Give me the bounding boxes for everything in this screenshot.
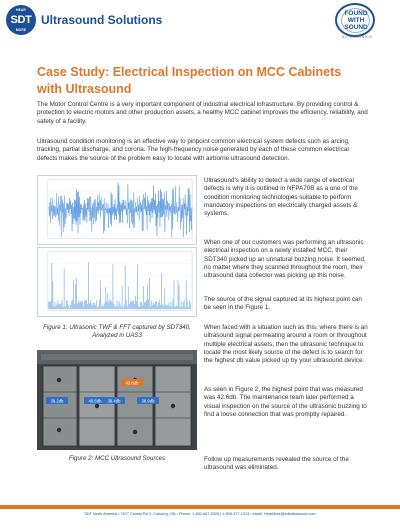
waveform-plot bbox=[38, 176, 196, 244]
svg-text:36.9db: 36.9db bbox=[141, 398, 155, 404]
footer-contact: SDT North America • 7677 County Rd 2, Cobourg, ON • Phone: 1-800-667-5325 | 1-905-377-1313 • email: HearMore@sdtultrasound.com bbox=[84, 512, 316, 516]
photo-db-label-5 bbox=[137, 397, 159, 404]
page-header bbox=[0, 0, 400, 40]
mcc-photo-illustration bbox=[37, 350, 197, 450]
svg-text:38.4db: 38.4db bbox=[107, 398, 121, 404]
figure-1-caption: Figure 1: Ultrasonic TWF & FFT captured by SDT340, Analyzed in UAS3 bbox=[43, 324, 191, 339]
found-logo-line2: WITH bbox=[347, 17, 365, 24]
sdt-logo bbox=[6, 5, 36, 35]
photo-db-label-4 bbox=[103, 397, 125, 404]
logo-top-text: HEAR bbox=[16, 8, 26, 12]
photo-db-label-2 bbox=[121, 379, 143, 386]
result-paragraph: As seen in Figure 2, the highest point that was measured was 42.6db. The maintenance team later performed a visual inspection on the source of the ultrasonic buzzing to find a loose connection that was promptly repaired. bbox=[204, 386, 367, 418]
found-logo-text bbox=[336, 10, 376, 31]
logo-bottom-text: MORE bbox=[15, 28, 27, 32]
found-logo-line1: FOUND bbox=[344, 10, 368, 17]
spectrum-chart bbox=[37, 247, 197, 317]
logo-main-text: SDT bbox=[10, 14, 32, 26]
svg-text:40.8db: 40.8db bbox=[88, 398, 102, 404]
waveform-chart bbox=[37, 175, 197, 245]
svg-text:42.6db: 42.6db bbox=[125, 380, 139, 386]
mcc-cabinet-photo bbox=[37, 350, 197, 450]
signal-source-paragraph: The source of the signal captured at its highest point can be seen in the Figure 1. bbox=[204, 296, 362, 312]
intro-paragraph: The Motor Control Centre is a very important component of industrial electrical infrastructure. By providing control & protection to electric motors and other production assets, a healthy MCC cabinet improves the efficiency, reliability, and safety of a facility. bbox=[37, 101, 368, 125]
technique-paragraph: When faced with a situation such as this, where there is an ultrasound signal permeating around a room or throughout multiple electrical assets, then the ultrasonic technique to locate the most likely source of the defect is to search for the highest db value picked up by your ultrasound device. bbox=[204, 324, 368, 365]
page-title: Case Study: Electrical Inspection on MCC Cabinets with Ultrasound bbox=[37, 65, 342, 96]
found-with-sound-logo bbox=[322, 3, 392, 41]
plot-area bbox=[48, 252, 192, 310]
found-logo-subtitle: ULTRASONICS bbox=[341, 35, 373, 39]
brand-name: Ultrasound Solutions bbox=[41, 13, 163, 27]
customer-paragraph: When one of our customers was performing an ultrasonic electrical inspection on a newly installed MCC, their SDT340 picked up an unnatural buzzing noise. It seemed, no matter where they scanned throughout the room, their ultrasound data collector was picking up this noise. bbox=[204, 239, 366, 280]
follow-up-paragraph: Follow up measurements revealed the source of the ultrasound was eliminated. bbox=[204, 456, 349, 472]
photo-db-label-1 bbox=[46, 397, 68, 404]
figure-2-caption: Figure 2: MCC Ultrasound Sources bbox=[68, 455, 166, 462]
spectrum-plot bbox=[38, 248, 196, 316]
photo-db-label-3 bbox=[84, 397, 106, 404]
svg-text:39.2db: 39.2db bbox=[50, 398, 64, 404]
condition-monitoring-paragraph: Ultrasound condition monitoring is an effective way to pinpoint common electrical system defects such as arcing, tracking, partial discharge, and corona. The high-frequency noise generated by each of these common electrical defects makes the source of the problem easy to locate with airborne ultrasound detection. bbox=[37, 138, 350, 162]
footer-bar bbox=[0, 505, 400, 509]
nfpa-paragraph: Ultrasound's ability to detect a wide range of electrical defects is why it is outlined in NFPA70B as a one of the condition monitoring technologies suitable to perform mandatory inspections on electrically charged assets & systems. bbox=[204, 177, 358, 218]
found-logo-line3: SOUND bbox=[344, 24, 368, 31]
